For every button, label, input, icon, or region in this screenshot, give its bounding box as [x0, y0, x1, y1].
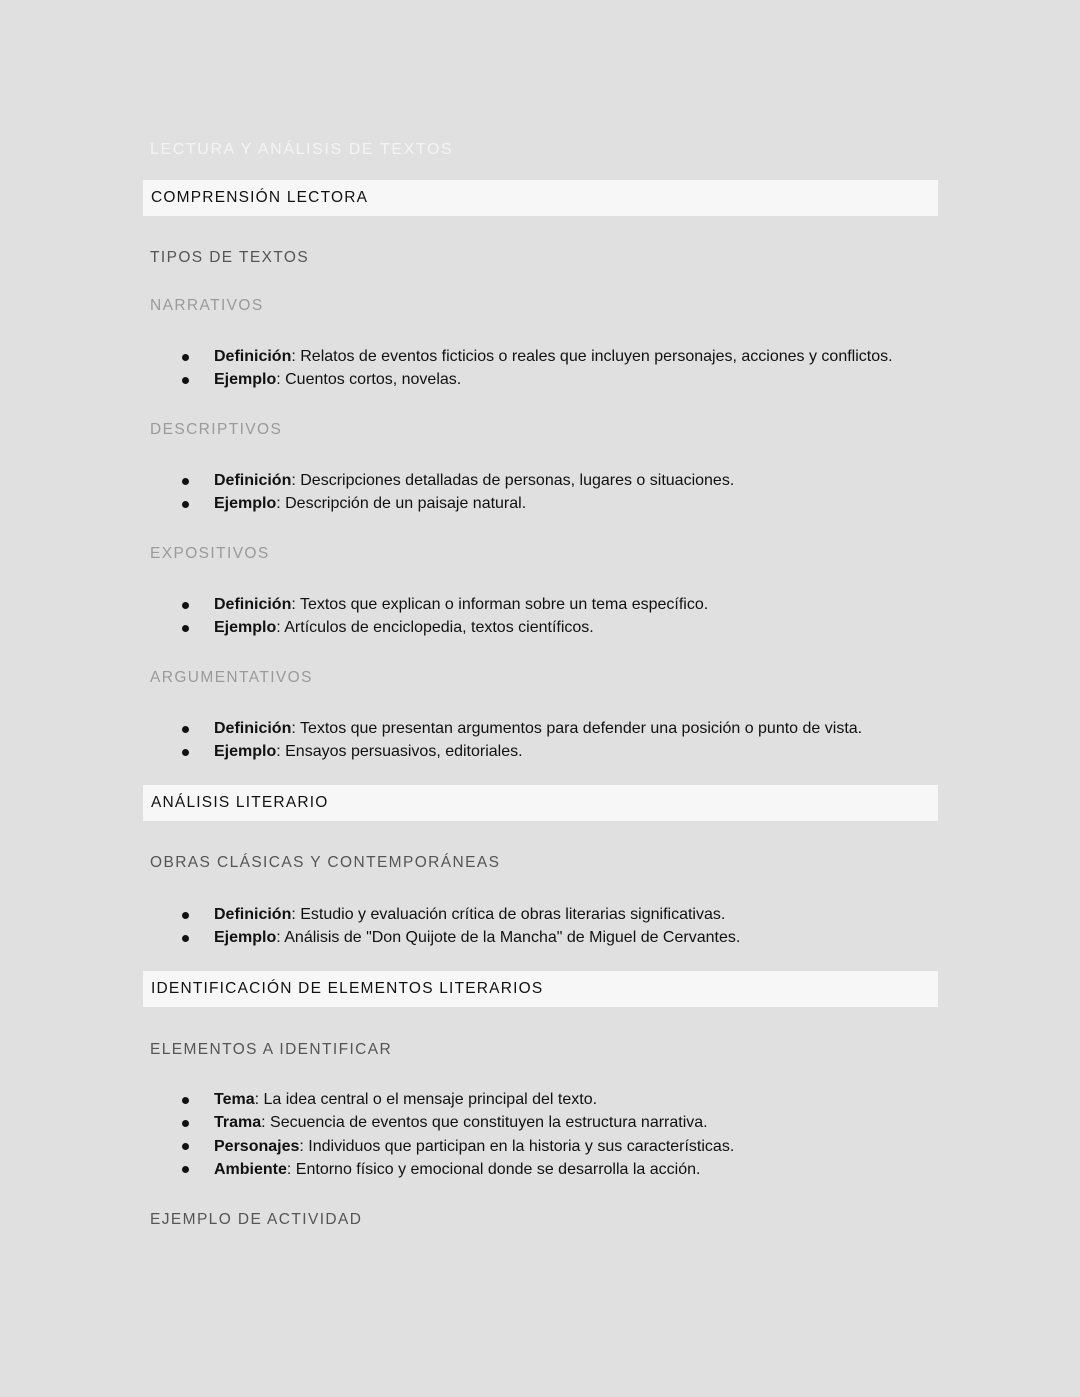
bullet-icon: [182, 1120, 189, 1127]
document-title: LECTURA Y ANÁLISIS DE TEXTOS: [150, 141, 454, 158]
list-item: [0, 345, 893, 368]
list-item: [0, 593, 708, 616]
item-text: : Individuos que participan en la historia y sus características.: [299, 1137, 735, 1155]
item-text: : La idea central o el mensaje principal del texto.: [254, 1091, 598, 1108]
item-term: Ejemplo: [214, 743, 277, 761]
item-text: : Análisis de "Don Quijote de la Mancha" de Miguel de Cervantes.: [276, 929, 741, 947]
item-text: : Textos que presentan argumentos para defender una posición o punto de vista.: [291, 720, 863, 737]
bullet-icon: [182, 912, 189, 919]
item-term: Ambiente: [214, 1160, 287, 1178]
item-text: : Cuentos cortos, novelas.: [276, 371, 462, 389]
subheading-descriptivos: DESCRIPTIVOS: [150, 421, 283, 438]
bullet-icon: [182, 726, 189, 733]
list-item: [0, 740, 862, 763]
bullet-icon: [182, 625, 189, 632]
bullet-icon: [182, 377, 189, 384]
item-term: Ejemplo: [214, 495, 277, 513]
subheading-narrativos: NARRATIVOS: [150, 297, 264, 314]
subheading-ejemplo-actividad: EJEMPLO DE ACTIVIDAD: [150, 1211, 363, 1228]
item-term: Definición: [214, 596, 292, 613]
item-term: Definición: [214, 348, 292, 365]
list-item: [0, 1158, 734, 1181]
list-item: [0, 1088, 734, 1111]
item-term: Definición: [214, 906, 292, 923]
item-text: : Artículos de enciclopedia, textos científicos.: [276, 619, 594, 637]
list-item: [0, 368, 893, 391]
bullet-list-narrativos: [0, 345, 893, 392]
subheading-obras: OBRAS CLÁSICAS Y CONTEMPORÁNEAS: [150, 854, 501, 871]
item-text: : Ensayos persuasivos, editoriales.: [276, 743, 523, 761]
item-term: Ejemplo: [214, 929, 277, 947]
list-item: [0, 1111, 734, 1134]
list-item: [0, 469, 734, 492]
bullet-list-argumentativos: [0, 717, 862, 764]
bullet-list-expositivos: [0, 593, 708, 640]
bullet-icon: [182, 354, 189, 361]
subheading-argumentativos: ARGUMENTATIVOS: [150, 669, 313, 686]
subheading-expositivos: EXPOSITIVOS: [150, 545, 270, 562]
list-item: [0, 926, 740, 949]
item-term: Definición: [214, 720, 292, 737]
section-heading-analisis: ANÁLISIS LITERARIO: [143, 785, 938, 821]
bullet-list-obras: [0, 903, 740, 950]
item-text: : Descripción de un paisaje natural.: [276, 495, 527, 513]
list-item: [0, 717, 862, 740]
item-text: : Textos que explican o informan sobre un tema específico.: [291, 596, 709, 613]
item-text: : Secuencia de eventos que constituyen la estructura narrativa.: [261, 1114, 708, 1132]
item-text: : Descripciones detalladas de personas, lugares o situaciones.: [291, 472, 735, 489]
bullet-icon: [182, 935, 189, 942]
bullet-icon: [182, 749, 189, 756]
bullet-icon: [182, 1166, 189, 1173]
bullet-icon: [182, 478, 189, 485]
item-term: Trama: [214, 1114, 262, 1132]
item-term: Personajes: [214, 1137, 300, 1155]
item-text: : Entorno físico y emocional donde se desarrolla la acción.: [286, 1160, 701, 1178]
list-item: [0, 903, 740, 926]
bullet-icon: [182, 1097, 189, 1104]
bullet-icon: [182, 1143, 189, 1150]
item-term: Ejemplo: [214, 619, 277, 637]
subheading-elementos: ELEMENTOS A IDENTIFICAR: [150, 1041, 393, 1058]
item-text: : Estudio y evaluación crítica de obras literarias significativas.: [291, 906, 726, 923]
section-heading-identificacion: IDENTIFICACIÓN DE ELEMENTOS LITERARIOS: [143, 971, 938, 1007]
bullet-list-elementos: [0, 1088, 734, 1181]
bullet-list-descriptivos: [0, 469, 734, 516]
subheading-tipos-de-textos: TIPOS DE TEXTOS: [150, 249, 310, 266]
list-item: [0, 616, 708, 639]
bullet-icon: [182, 602, 189, 609]
item-term: Ejemplo: [214, 371, 277, 389]
item-term: Tema: [214, 1091, 255, 1108]
list-item: [0, 1135, 734, 1158]
list-item: [0, 492, 734, 515]
section-heading-comprension: COMPRENSIÓN LECTORA: [143, 180, 938, 216]
bullet-icon: [182, 501, 189, 508]
item-text: : Relatos de eventos ficticios o reales que incluyen personajes, acciones y conflictos.: [291, 348, 893, 365]
item-term: Definición: [214, 472, 292, 489]
